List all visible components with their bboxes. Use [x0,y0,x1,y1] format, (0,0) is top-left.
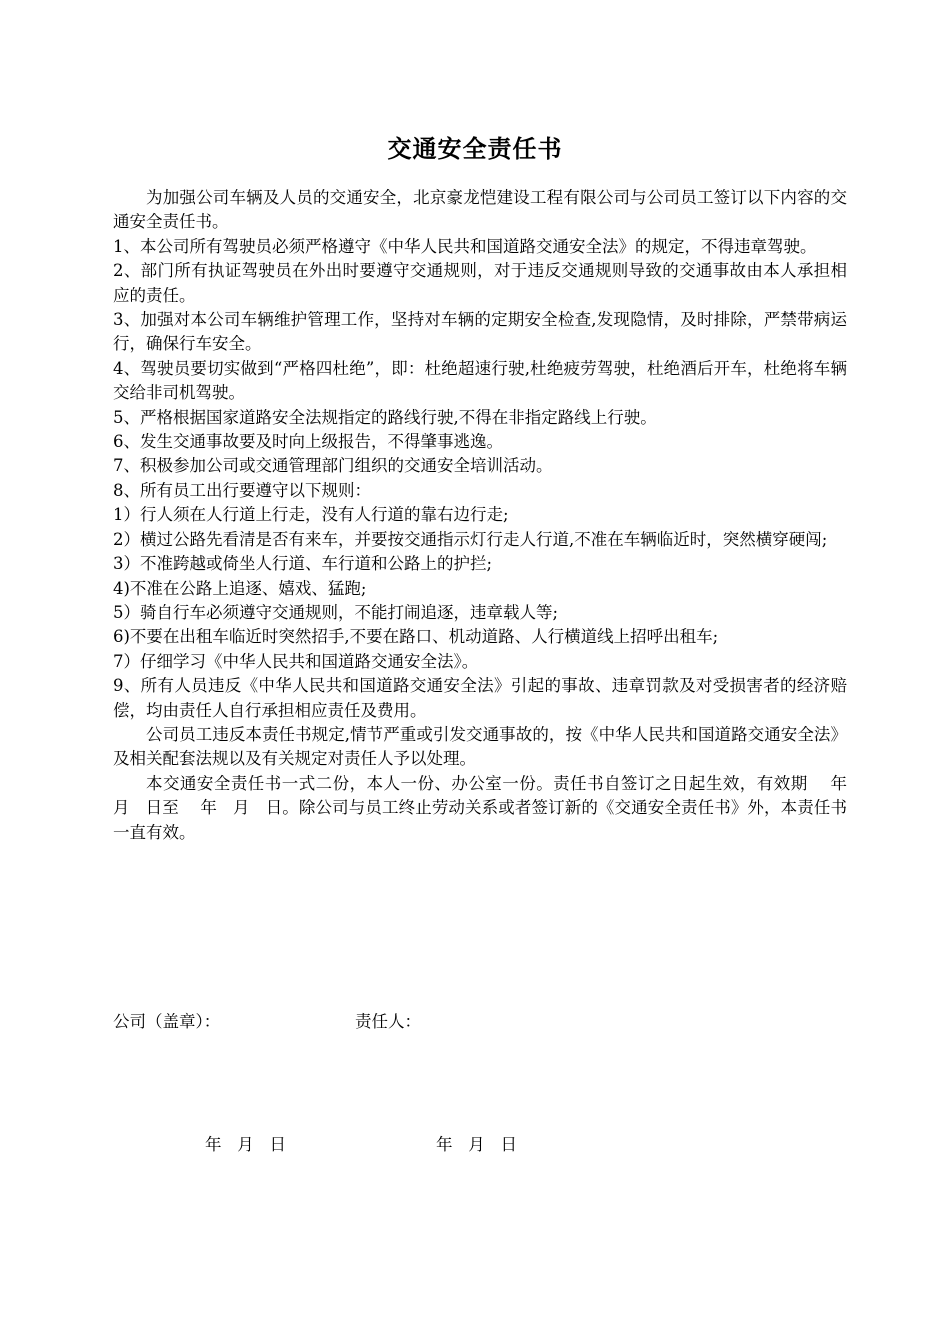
document-title: 交通安全责任书 [387,135,563,163]
clause-5: 5、严格根据国家道路安全法规指定的路线行驶,不得在非指定路线上行驶。 [113,407,657,427]
clause-3: 3、加强对本公司车辆维护管理工作，坚持对车辆的定期安全检查,发现隐情，及时排除，严禁带病运行，确保行车安全。 [113,310,847,354]
rule-4: 4)不准在公路上追逐、嬉戏、猛跑; [113,578,367,598]
rule-1: 1）行人须在人行道上行走，没有人行道的靠右边行走; [113,505,509,525]
rule-6: 6)不要在出租车临近时突然招手,不要在路口、机动道路、人行横道线上招呼出租车; [113,627,719,647]
clause-1: 1、本公司所有驾驶员必须严格遵守《中华人民共和国道路交通安全法》的规定，不得违章驾驶。 [113,236,817,256]
clause-9: 9、所有人员违反《中华人民共和国道路交通安全法》引起的事故、违章罚款及对受损害者的经济赔偿，均由责任人自行承担相应责任及费用。 [113,676,847,720]
company-sign-date: 年 月 日 [205,1135,286,1154]
clause-4: 4、驾驶员要切实做到“严格四杜绝”，即：杜绝超速行驶,杜绝疲劳驾驶，杜绝酒后开车，杜绝将车辆交给非司机驾驶。 [113,358,847,403]
responsible-person-label: 责任人： [355,1012,421,1031]
penalty-paragraph: 公司员工违反本责任书规定,情节严重或引发交通事故的，按《中华人民共和国道路交通安全法》及相关配套法规以及有关规定对责任人予以处理。 [113,724,847,769]
clause-7: 7、积极参加公司或交通管理部门组织的交通安全培训活动。 [113,456,553,476]
rule-7: 7）仔细学习《中华人民共和国道路交通安全法》。 [113,651,479,671]
company-seal-label: 公司（盖章）： [113,1012,221,1031]
rule-2: 2）横过公路先看清是否有来车，并要按交通指示灯行走人行道,不准在车辆临近时，突然横穿硬闯; [113,529,828,549]
document-body [113,186,863,845]
clause-2: 2、部门所有执证驾驶员在外出时要遵守交通规则，对于违反交通规则导致的交通事故由本人承担相应的责任。 [113,261,847,305]
clause-8: 8、所有员工出行要遵守以下规则： [113,480,371,500]
rule-5: 5）骑自行车必须遵守交通规则，不能打闹追逐，违章载人等; [113,602,559,622]
intro-paragraph: 为加强公司车辆及人员的交通安全，北京豪龙恺建设工程有限公司与公司员工签订以下内容的交通安全责任书。 [113,188,847,232]
rule-3: 3）不准跨越或倚坐人行道、车行道和公路上的护拦; [113,554,493,574]
person-sign-date: 年 月 日 [436,1135,517,1154]
clause-6: 6、发生交通事故要及时向上级报告，不得肇事逃逸。 [113,432,503,452]
validity-paragraph: 本交通安全责任书一式二份，本人一份、办公室一份。责任书自签订之日起生效，有效期 年 月 日至 年 月 日。除公司与员工终止劳动关系或者签订新的《交通安全责任书》外，本责任书一直有效。 [113,773,863,842]
